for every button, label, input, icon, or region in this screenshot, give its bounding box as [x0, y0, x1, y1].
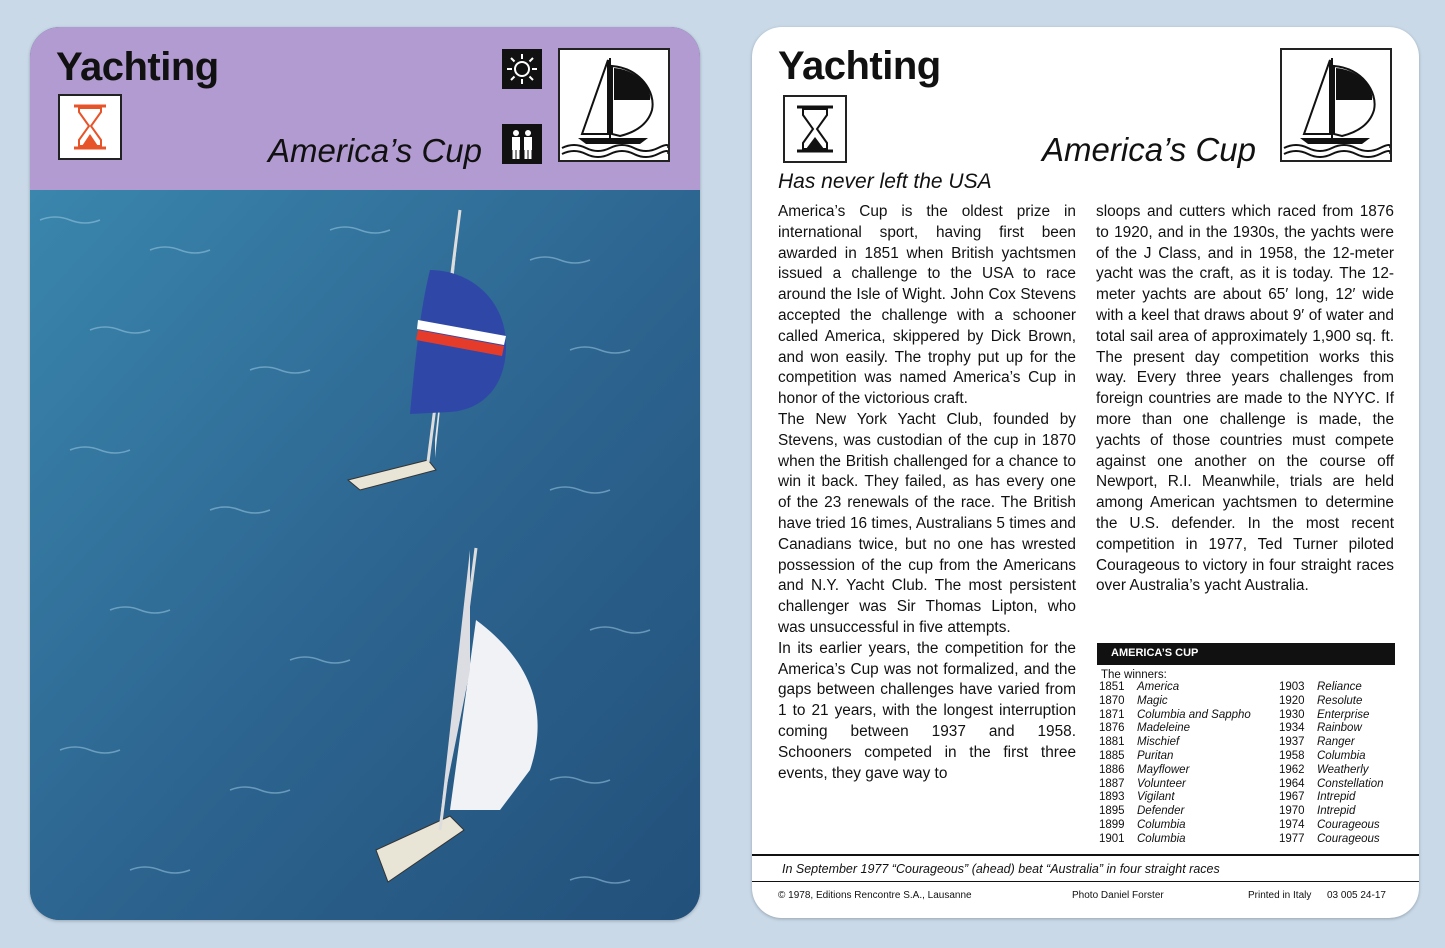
winner-row	[1279, 819, 1383, 833]
winner-yacht: Vigilant	[1137, 791, 1175, 804]
winner-row	[1099, 791, 1279, 805]
winner-row	[1099, 805, 1279, 819]
winner-year: 1887	[1099, 777, 1125, 790]
winners-left-column	[1099, 681, 1279, 847]
winner-row	[1279, 736, 1383, 750]
winner-year: 1937	[1279, 736, 1305, 749]
winner-row	[1279, 833, 1383, 847]
winner-row	[1279, 750, 1383, 764]
winners-heading: AMERICA’S CUP	[1097, 643, 1395, 665]
divider	[752, 881, 1419, 882]
card-code: 03 005 24-17	[1327, 890, 1386, 901]
sailboat-logo-icon	[558, 48, 670, 162]
winner-year: 1876	[1099, 722, 1125, 735]
winner-yacht: Enterprise	[1317, 708, 1370, 721]
front-header	[30, 27, 700, 190]
winner-yacht: Puritan	[1137, 749, 1174, 762]
winner-yacht: Intrepid	[1317, 805, 1356, 818]
hourglass-icon	[58, 94, 122, 160]
winner-year: 1881	[1099, 736, 1125, 749]
winner-year: 1974	[1279, 818, 1305, 831]
card-back	[752, 27, 1419, 918]
winner-yacht: Courageous	[1317, 832, 1380, 845]
winners-table	[1097, 643, 1395, 847]
winner-year: 1851	[1099, 681, 1125, 693]
winner-row	[1279, 791, 1383, 805]
winner-row	[1099, 709, 1279, 723]
winner-row	[1279, 681, 1383, 695]
winner-year: 1977	[1279, 832, 1305, 845]
winner-yacht: Magic	[1137, 694, 1168, 707]
people-icon	[502, 124, 542, 164]
winner-year: 1930	[1279, 708, 1305, 721]
winner-yacht: Madeleine	[1137, 722, 1191, 735]
winner-row	[1099, 833, 1279, 847]
sea-photo	[30, 190, 700, 920]
winner-yacht: Ranger	[1317, 736, 1355, 749]
paragraph: America’s Cup is the oldest prize in international sport, having first been awarded in 1851 when British yachtsmen issued a challenge to the USA to race around the Isle of Wight. John Cox Stevens accepted the challenge with a schooner called America, skippered by Dick Brown, and won easily. The trophy put up for the competition was named America’s Cup in honor of the victorious craft.	[778, 203, 1076, 408]
paragraph: sloops and cutters which raced from 1876 to 1920, and in the 1930s, the yachts were of the J Class, and in 1958, the 12-meter yacht was the craft, as it is today. The 12-meter yachts are about 65′ long, 12′ wide with a keel that draws about 9′ of water and total sail area of approximately 1,900 sq. ft. The present day competition works this way. Every three years challenges from foreign countries are made to the NYYC. If more than one challenge is made, the yachts of those countries must compete against one another on the course off Newport, R.I. Meanwhile, trials are held among American yachtsmen to determine the U.S. defender. In the most recent competition in 1977, Ted Turner piloted Courageous to victory in four straight races over Australia’s yacht Australia.	[1096, 203, 1394, 595]
winner-row	[1099, 736, 1279, 750]
winners-right-column	[1279, 681, 1383, 847]
paragraph: In its earlier years, the competition for the America’s Cup was not formalized, and the gaps between challenges have varied from 1 to 21 years, with the longest interruption coming between 1937 and 1958. Schooners competed in the first three events, they gave way to	[778, 639, 1076, 782]
text-column-1	[778, 202, 1076, 784]
winner-yacht: Intrepid	[1317, 791, 1356, 804]
winner-year: 1901	[1099, 832, 1125, 845]
winner-row	[1099, 681, 1279, 695]
winner-yacht: Courageous	[1317, 818, 1380, 831]
printed-in: Printed in Italy	[1248, 890, 1312, 901]
hourglass-icon	[783, 95, 847, 163]
winners-intro: The winners:	[1101, 669, 1167, 681]
winner-row	[1099, 695, 1279, 709]
paragraph: The New York Yacht Club, founded by Stevens, was custodian of the cup in 1870 when the British challenged for a chance to win it back. They failed, as has every one of the 23 renewals of the race. The British have tried 16 times, Australians 5 times and Canadians twice, but no one has wrested possession of the cup from the Americans and N.Y. Yacht Club. The most persistent challenger was Sir Thomas Lipton, who was unsuccessful in five attempts.	[778, 410, 1076, 636]
winner-yacht: Columbia and Sappho	[1137, 708, 1251, 721]
photo-caption: In September 1977 “Courageous” (ahead) beat “Australia” in four straight races	[782, 862, 1220, 876]
winner-row	[1099, 819, 1279, 833]
text-column-2	[1096, 202, 1394, 597]
winner-yacht: Volunteer	[1137, 777, 1186, 790]
winner-year: 1870	[1099, 694, 1125, 707]
winner-year: 1962	[1279, 763, 1305, 776]
front-subtitle: America’s Cup	[268, 132, 482, 169]
divider	[752, 854, 1419, 856]
winner-row	[1279, 722, 1383, 736]
winner-yacht: Mayflower	[1137, 763, 1190, 776]
winner-yacht: Defender	[1137, 805, 1185, 818]
copyright: © 1978, Editions Rencontre S.A., Lausanne	[778, 890, 972, 901]
winner-year: 1899	[1099, 818, 1125, 831]
winner-year: 1885	[1099, 749, 1125, 762]
front-title: Yachting	[56, 45, 219, 89]
winner-year: 1903	[1279, 681, 1305, 693]
winner-row	[1099, 778, 1279, 792]
winner-row	[1279, 778, 1383, 792]
winner-yacht: Columbia	[1137, 818, 1186, 831]
winner-yacht: Constellation	[1317, 777, 1384, 790]
winner-row	[1099, 764, 1279, 778]
headline: Has never left the USA	[778, 170, 992, 193]
winner-row	[1279, 764, 1383, 778]
winner-yacht: America	[1137, 681, 1180, 693]
winner-year: 1964	[1279, 777, 1305, 790]
back-title: Yachting	[778, 44, 941, 88]
winner-year: 1934	[1279, 722, 1305, 735]
winner-year: 1970	[1279, 805, 1305, 818]
winner-row	[1279, 695, 1383, 709]
winner-yacht: Weatherly	[1317, 763, 1369, 776]
winner-year: 1958	[1279, 749, 1305, 762]
card-front	[30, 27, 700, 920]
winner-row	[1099, 750, 1279, 764]
winner-year: 1893	[1099, 791, 1125, 804]
winner-year: 1895	[1099, 805, 1125, 818]
photo-credit: Photo Daniel Forster	[1072, 890, 1164, 901]
winner-yacht: Reliance	[1317, 681, 1362, 693]
winner-row	[1099, 722, 1279, 736]
winner-yacht: Resolute	[1317, 694, 1363, 707]
winner-row	[1279, 709, 1383, 723]
winner-yacht: Columbia	[1317, 749, 1366, 762]
winner-yacht: Columbia	[1137, 832, 1186, 845]
sun-icon	[502, 49, 542, 89]
winner-year: 1886	[1099, 763, 1125, 776]
winner-row	[1279, 805, 1383, 819]
winner-year: 1871	[1099, 708, 1125, 721]
winner-year: 1920	[1279, 694, 1305, 707]
winner-yacht: Rainbow	[1317, 722, 1362, 735]
sailboat-logo-icon	[1280, 48, 1392, 162]
back-subtitle: America’s Cup	[1042, 131, 1256, 168]
winner-yacht: Mischief	[1137, 736, 1180, 749]
winner-year: 1967	[1279, 791, 1305, 804]
